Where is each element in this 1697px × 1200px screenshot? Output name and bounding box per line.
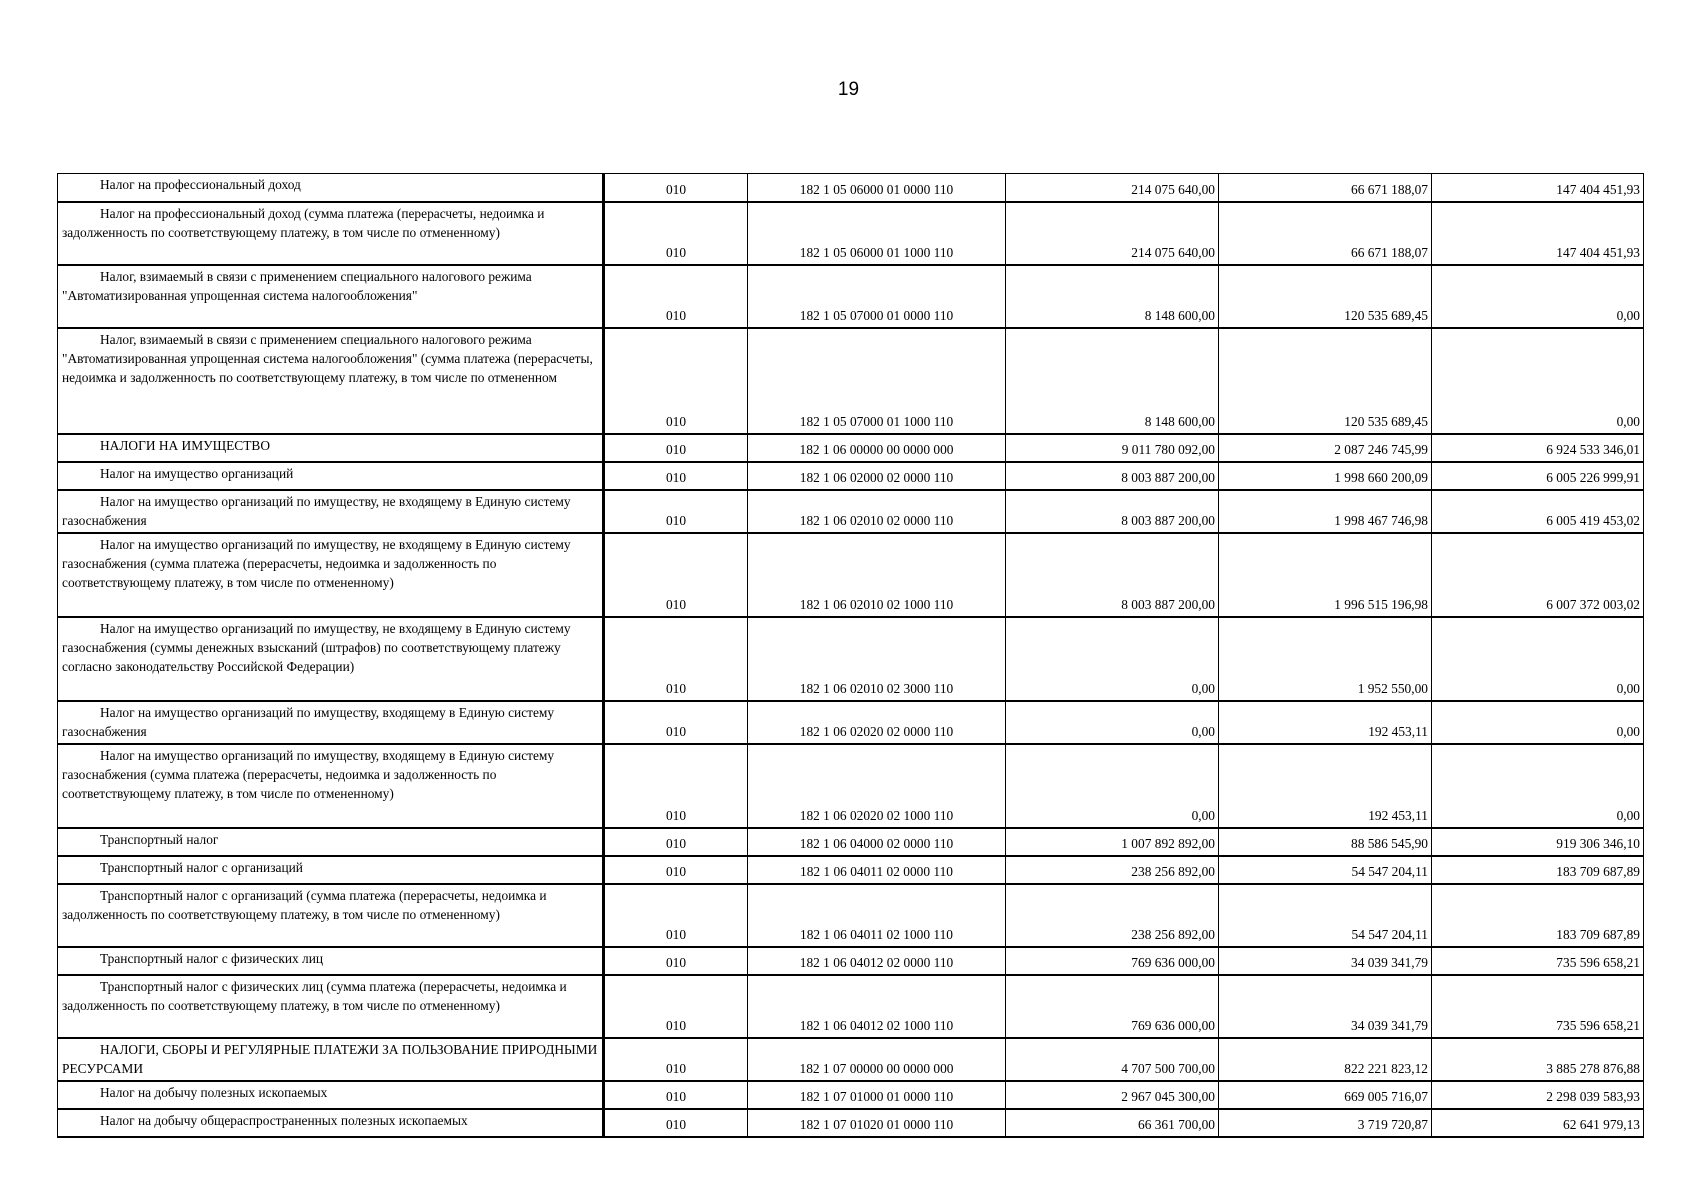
row-approved-amount-cell: 66 361 700,00 [1006,1109,1219,1137]
row-name-cell: Налог на имущество организаций по имуществу, входящему в Единую систему газоснабжения (сумма платежа (перерасчеты, недоимка и задолженность по соответствующему платежу, в том числе по отмененному) [58,744,604,828]
row-name-cell: Транспортный налог с физических лиц [58,947,604,975]
row-line-code-cell: 010 [604,533,748,617]
row-unexecuted-amount-cell: 0,00 [1432,744,1644,828]
row-name-cell: Налог на имущество организаций по имуществу, не входящему в Единую систему газоснабжения (сумма платежа (перерасчеты, недоимка и задолженность по соответствующему платежу, в том числе по отмененному) [58,533,604,617]
row-classification-code-cell: 182 1 06 04000 02 0000 110 [748,828,1006,856]
row-classification-code-cell: 182 1 05 07000 01 0000 110 [748,265,1006,328]
row-executed-amount-cell: 2 087 246 745,99 [1219,434,1432,462]
row-line-code-cell: 010 [604,617,748,701]
row-executed-amount-cell: 54 547 204,11 [1219,856,1432,884]
row-executed-amount-cell: 1 998 467 746,98 [1219,490,1432,533]
row-approved-amount-cell: 8 003 887 200,00 [1006,462,1219,490]
row-unexecuted-amount-cell: 919 306 346,10 [1432,828,1644,856]
table-row [58,174,1644,202]
row-name-cell: Транспортный налог с организаций (сумма платежа (перерасчеты, недоимка и задолженность по соответствующему платежу, в том числе по отмененному) [58,884,604,947]
row-executed-amount-cell: 66 671 188,07 [1219,174,1432,202]
row-executed-amount-cell: 120 535 689,45 [1219,265,1432,328]
row-line-code-cell: 010 [604,701,748,744]
row-name-cell: Транспортный налог с физических лиц (сумма платежа (перерасчеты, недоимка и задолженность по соответствующему платежу, в том числе по отмененному) [58,975,604,1038]
revenue-table [57,173,1644,1138]
row-line-code-cell: 010 [604,856,748,884]
row-classification-code-cell: 182 1 06 02000 02 0000 110 [748,462,1006,490]
row-approved-amount-cell: 0,00 [1006,744,1219,828]
table-row [58,1081,1644,1109]
row-name-cell: Налог, взимаемый в связи с применением специального налогового режима "Автоматизированная упрощенная система налогообложения" [58,265,604,328]
row-line-code-cell: 010 [604,975,748,1038]
row-line-code-cell: 010 [604,462,748,490]
row-approved-amount-cell: 8 148 600,00 [1006,265,1219,328]
table-row [58,328,1644,434]
row-unexecuted-amount-cell: 3 885 278 876,88 [1432,1038,1644,1081]
row-name-cell: Налог на добычу общераспространенных полезных ископаемых [58,1109,604,1137]
table-row [58,617,1644,701]
table-row [58,701,1644,744]
row-approved-amount-cell: 0,00 [1006,701,1219,744]
row-line-code-cell: 010 [604,828,748,856]
row-executed-amount-cell: 120 535 689,45 [1219,328,1432,434]
row-classification-code-cell: 182 1 06 04011 02 0000 110 [748,856,1006,884]
row-approved-amount-cell: 2 967 045 300,00 [1006,1081,1219,1109]
table-row [58,202,1644,265]
row-unexecuted-amount-cell: 2 298 039 583,93 [1432,1081,1644,1109]
row-classification-code-cell: 182 1 06 00000 00 0000 000 [748,434,1006,462]
table-row [58,947,1644,975]
row-unexecuted-amount-cell: 147 404 451,93 [1432,202,1644,265]
row-classification-code-cell: 182 1 06 04012 02 1000 110 [748,975,1006,1038]
table-row [58,856,1644,884]
table-row [58,975,1644,1038]
row-executed-amount-cell: 1 952 550,00 [1219,617,1432,701]
table-row [58,884,1644,947]
row-name-cell: Транспортный налог [58,828,604,856]
table-row [58,434,1644,462]
row-unexecuted-amount-cell: 147 404 451,93 [1432,174,1644,202]
row-classification-code-cell: 182 1 06 04012 02 0000 110 [748,947,1006,975]
table-row [58,1038,1644,1081]
row-line-code-cell: 010 [604,1038,748,1081]
row-unexecuted-amount-cell: 0,00 [1432,265,1644,328]
table-row [58,1109,1644,1137]
row-unexecuted-amount-cell: 183 709 687,89 [1432,856,1644,884]
row-line-code-cell: 010 [604,202,748,265]
row-classification-code-cell: 182 1 06 02010 02 1000 110 [748,533,1006,617]
table-row [58,462,1644,490]
table-row [58,490,1644,533]
row-line-code-cell: 010 [604,1109,748,1137]
row-approved-amount-cell: 238 256 892,00 [1006,884,1219,947]
row-executed-amount-cell: 192 453,11 [1219,701,1432,744]
row-classification-code-cell: 182 1 07 01020 01 0000 110 [748,1109,1006,1137]
row-unexecuted-amount-cell: 62 641 979,13 [1432,1109,1644,1137]
row-classification-code-cell: 182 1 05 06000 01 0000 110 [748,174,1006,202]
row-classification-code-cell: 182 1 07 00000 00 0000 000 [748,1038,1006,1081]
row-approved-amount-cell: 0,00 [1006,617,1219,701]
row-approved-amount-cell: 8 003 887 200,00 [1006,490,1219,533]
row-approved-amount-cell: 4 707 500 700,00 [1006,1038,1219,1081]
row-classification-code-cell: 182 1 06 02010 02 0000 110 [748,490,1006,533]
row-unexecuted-amount-cell: 0,00 [1432,701,1644,744]
row-unexecuted-amount-cell: 0,00 [1432,328,1644,434]
row-approved-amount-cell: 9 011 780 092,00 [1006,434,1219,462]
row-name-cell: Налог на добычу полезных ископаемых [58,1081,604,1109]
row-unexecuted-amount-cell: 6 007 372 003,02 [1432,533,1644,617]
row-executed-amount-cell: 822 221 823,12 [1219,1038,1432,1081]
row-approved-amount-cell: 1 007 892 892,00 [1006,828,1219,856]
row-name-cell: Транспортный налог с организаций [58,856,604,884]
row-name-cell: НАЛОГИ, СБОРЫ И РЕГУЛЯРНЫЕ ПЛАТЕЖИ ЗА ПОЛЬЗОВАНИЕ ПРИРОДНЫМИ РЕСУРСАМИ [58,1038,604,1081]
row-executed-amount-cell: 34 039 341,79 [1219,947,1432,975]
row-name-cell: Налог на имущество организаций [58,462,604,490]
row-name-cell: Налог на имущество организаций по имуществу, входящему в Единую систему газоснабжения [58,701,604,744]
row-name-cell: Налог, взимаемый в связи с применением специального налогового режима "Автоматизированная упрощенная система налогообложения" (сумма платежа (перерасчеты, недоимка и задолженность по соответствующему платежу, в том числе по отмененном [58,328,604,434]
row-approved-amount-cell: 769 636 000,00 [1006,975,1219,1038]
row-approved-amount-cell: 214 075 640,00 [1006,174,1219,202]
table-row [58,265,1644,328]
row-executed-amount-cell: 54 547 204,11 [1219,884,1432,947]
row-unexecuted-amount-cell: 735 596 658,21 [1432,975,1644,1038]
row-line-code-cell: 010 [604,174,748,202]
table-row [58,533,1644,617]
row-unexecuted-amount-cell: 735 596 658,21 [1432,947,1644,975]
row-name-cell: Налог на профессиональный доход [58,174,604,202]
row-executed-amount-cell: 1 996 515 196,98 [1219,533,1432,617]
row-name-cell: НАЛОГИ НА ИМУЩЕСТВО [58,434,604,462]
row-line-code-cell: 010 [604,490,748,533]
row-approved-amount-cell: 214 075 640,00 [1006,202,1219,265]
row-name-cell: Налог на имущество организаций по имуществу, не входящему в Единую систему газоснабжения (суммы денежных взысканий (штрафов) по соответствующему платежу согласно законодательству Российской Федерации) [58,617,604,701]
page-number: 19 [837,79,860,100]
row-unexecuted-amount-cell: 183 709 687,89 [1432,884,1644,947]
table-row [58,828,1644,856]
row-unexecuted-amount-cell: 0,00 [1432,617,1644,701]
row-classification-code-cell: 182 1 06 02020 02 0000 110 [748,701,1006,744]
row-name-cell: Налог на профессиональный доход (сумма платежа (перерасчеты, недоимка и задолженность по соответствующему платежу, в том числе по отмененному) [58,202,604,265]
row-executed-amount-cell: 1 998 660 200,09 [1219,462,1432,490]
row-line-code-cell: 010 [604,1081,748,1109]
row-executed-amount-cell: 34 039 341,79 [1219,975,1432,1038]
row-executed-amount-cell: 192 453,11 [1219,744,1432,828]
row-classification-code-cell: 182 1 05 06000 01 1000 110 [748,202,1006,265]
row-approved-amount-cell: 769 636 000,00 [1006,947,1219,975]
row-executed-amount-cell: 66 671 188,07 [1219,202,1432,265]
row-classification-code-cell: 182 1 05 07000 01 1000 110 [748,328,1006,434]
row-line-code-cell: 010 [604,434,748,462]
row-unexecuted-amount-cell: 6 005 419 453,02 [1432,490,1644,533]
row-executed-amount-cell: 669 005 716,07 [1219,1081,1432,1109]
row-classification-code-cell: 182 1 07 01000 01 0000 110 [748,1081,1006,1109]
row-approved-amount-cell: 8 003 887 200,00 [1006,533,1219,617]
row-line-code-cell: 010 [604,328,748,434]
row-approved-amount-cell: 238 256 892,00 [1006,856,1219,884]
row-name-cell: Налог на имущество организаций по имуществу, не входящему в Единую систему газоснабжения [58,490,604,533]
row-line-code-cell: 010 [604,884,748,947]
table-body [58,174,1644,1137]
row-classification-code-cell: 182 1 06 02020 02 1000 110 [748,744,1006,828]
row-unexecuted-amount-cell: 6 005 226 999,91 [1432,462,1644,490]
row-line-code-cell: 010 [604,744,748,828]
row-classification-code-cell: 182 1 06 04011 02 1000 110 [748,884,1006,947]
row-line-code-cell: 010 [604,947,748,975]
row-approved-amount-cell: 8 148 600,00 [1006,328,1219,434]
row-line-code-cell: 010 [604,265,748,328]
row-classification-code-cell: 182 1 06 02010 02 3000 110 [748,617,1006,701]
row-executed-amount-cell: 88 586 545,90 [1219,828,1432,856]
table-row [58,744,1644,828]
row-unexecuted-amount-cell: 6 924 533 346,01 [1432,434,1644,462]
row-executed-amount-cell: 3 719 720,87 [1219,1109,1432,1137]
